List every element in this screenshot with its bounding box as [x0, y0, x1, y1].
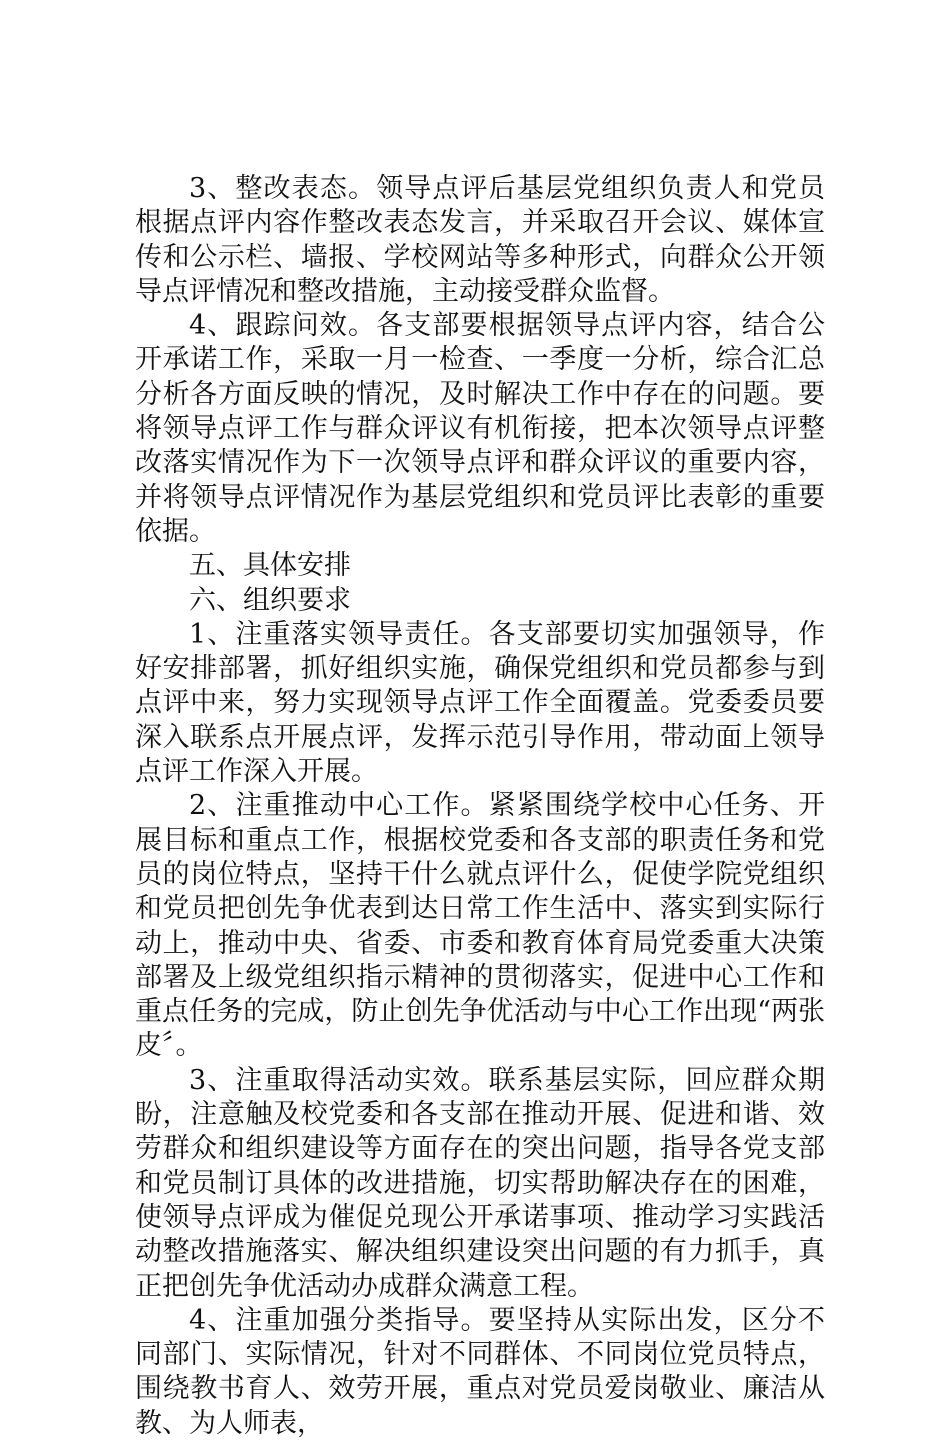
paragraph-classified-guidance: 4、注重加强分类指导。要坚持从实际出发，区分不同部门、实际情况，针对不同群体、不同岗位党员特点，围绕教书育人、效劳开展，重点对党员爱岗敬业、廉洁从教、为人师表， — [135, 1304, 825, 1439]
paragraph-tracking-accountability: 4、跟踪问效。各支部要根据领导点评内容，结合公开承诺工作，采取一月一检查、一季度一分析，综合汇总分析各方面反映的情况，及时解决工作中存在的问题。要将领导点评工作与群众评议有机衔接，把本次领导点评整改落实情况作为下一次领导点评和群众评议的重要内容，并将领导点评情况作为基层党组织和党员评比表彰的重要依据。 — [135, 310, 825, 547]
section-heading-organizational-requirements: 六、组织要求 — [189, 584, 351, 616]
document-body — [135, 172, 825, 1441]
section-heading-specific-arrangements: 五、具体安排 — [189, 550, 351, 582]
paragraph-central-work: 2、注重推动中心工作。紧紧围绕学校中心任务、开展目标和重点工作，根据校党委和各支部的职责任务和党员的岗位特点，坚持干什么就点评什么，促使学院党组织和党员把创先争优表到达日常工作生活中、落实到实际行动上，推动中央、省委、市委和教育体育局党委重大决策部署及上级党组织指示精神的贯彻落实，促进中心工作和重点任务的完成，防止创先争优活动与中心工作出现“两张皮〞。 — [135, 790, 825, 1062]
paragraph-rectification-statement: 3、整改表态。领导点评后基层党组织负责人和党员根据点评内容作整改表态发言，并采取召开会议、媒体宣传和公示栏、墙报、学校网站等多种形式，向群众公开领导点评情况和整改措施，主动接受群众监督。 — [135, 173, 825, 307]
paragraph-leadership-responsibility: 1、注重落实领导责任。各支部要切实加强领导，作好安排部署，抓好组织实施，确保党组织和党员都参与到点评中来，努力实现领导点评工作全面覆盖。党委委员要深入联系点开展点评，发挥示范引导作用，带动面上领导点评工作深入开展。 — [135, 618, 825, 788]
paragraph-activity-effectiveness: 3、注重取得活动实效。联系基层实际，回应群众期盼，注意触及校党委和各支部在推动开展、促进和谐、效劳群众和组织建设等方面存在的突出问题，指导各党支部和党员制订具体的改进措施，切实帮助解决存在的困难，使领导点评成为催促兑现公开承诺事项、推动学习实践活动整改措施落实、解决组织建设突出问题的有力抓手，真正把创先争优活动办成群众满意工程。 — [135, 1064, 825, 1302]
